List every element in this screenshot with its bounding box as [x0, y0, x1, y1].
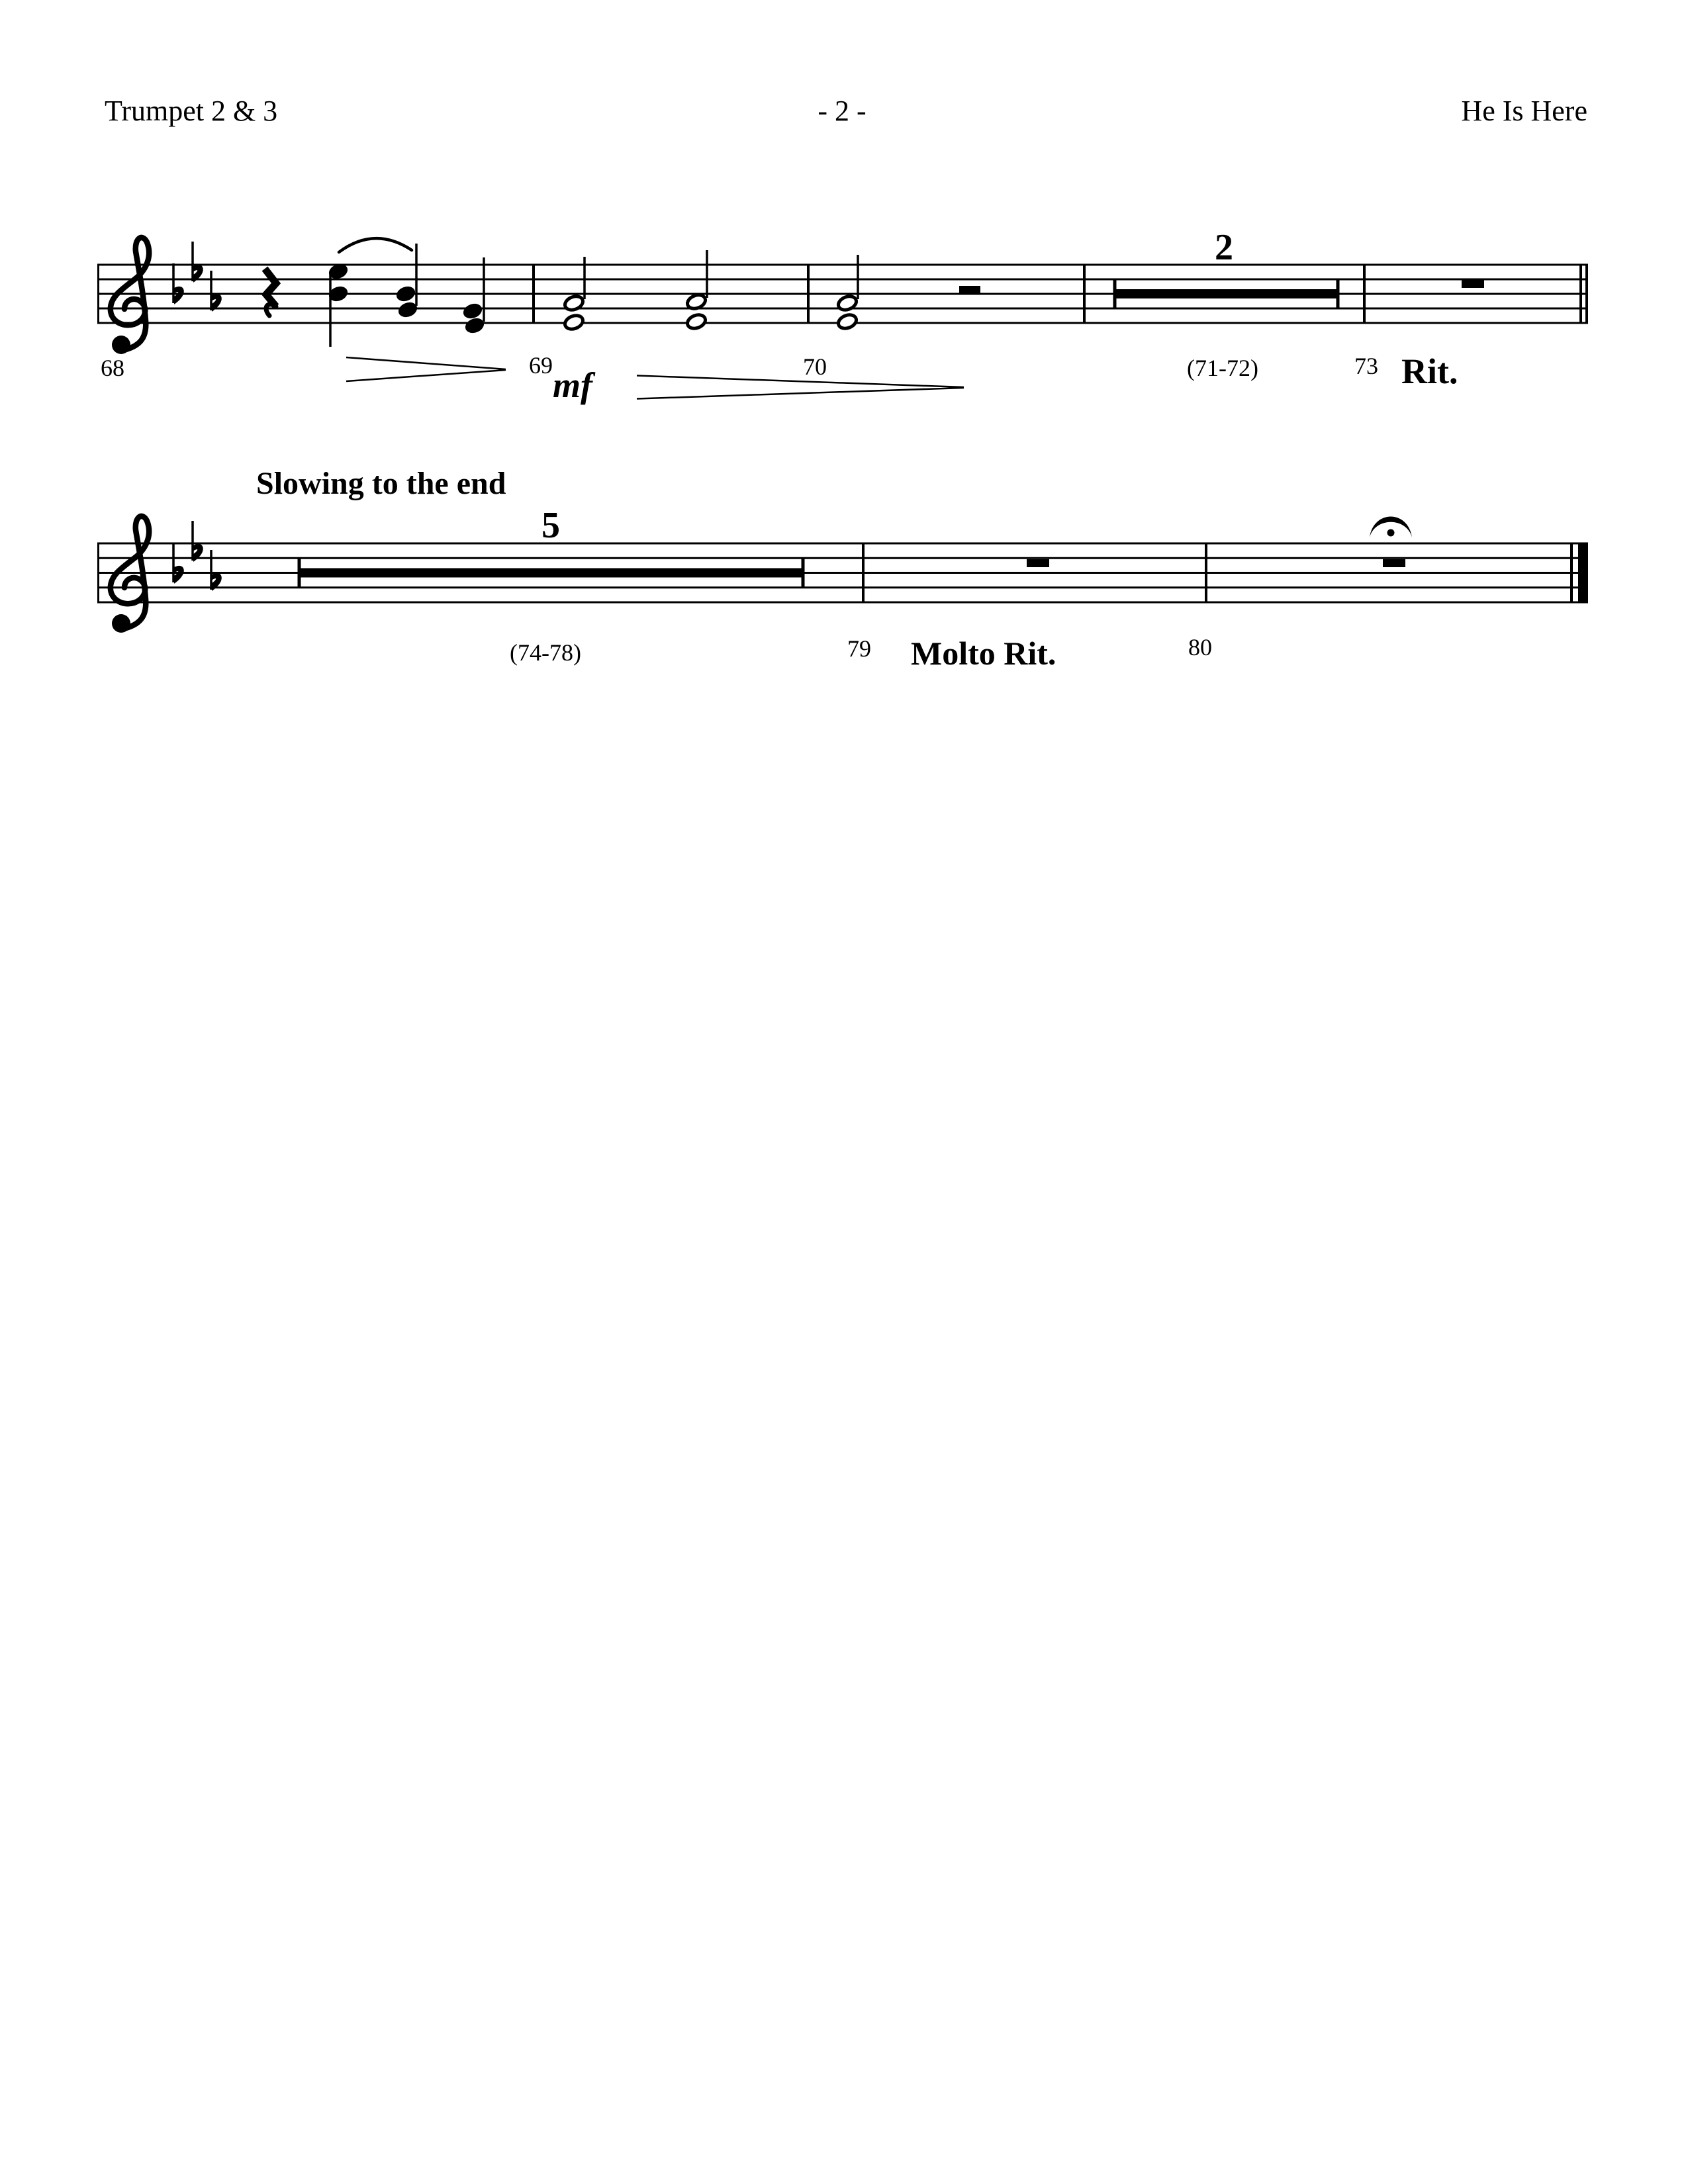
quarter-rest-icon [265, 269, 276, 306]
whole-rest-icon [1027, 559, 1049, 567]
quarter-rest-icon [266, 304, 276, 316]
treble-clef-icon [112, 336, 130, 354]
measure-number-69: 69 [529, 352, 553, 379]
measure-number-68: 68 [101, 355, 124, 381]
final-barline-thick [1578, 543, 1588, 603]
whole-rest-icon [1462, 280, 1484, 288]
multirest-count-2: 2 [1215, 227, 1233, 268]
half-notehead [686, 312, 708, 331]
slur [339, 238, 412, 252]
quarter-notehead [395, 284, 418, 304]
measure-number-79: 79 [847, 635, 871, 662]
direction-slowing-to-the-end: Slowing to the end [256, 466, 506, 501]
multirest-count-5: 5 [541, 505, 560, 546]
measure-number-80: 80 [1188, 634, 1212, 660]
fermata-icon [1387, 529, 1395, 537]
measure-number-73: 73 [1354, 353, 1378, 379]
half-notehead [837, 312, 859, 331]
decrescendo-hairpin [637, 388, 964, 399]
page-number: - 2 - [818, 95, 867, 127]
tempo-rit: Rit. [1401, 351, 1458, 391]
whole-rest-icon [1383, 559, 1405, 567]
instrument-name: Trumpet 2 & 3 [105, 95, 278, 127]
multirest-bar [1115, 289, 1338, 298]
quarter-notehead [461, 301, 485, 321]
flat-sign-icon [175, 567, 183, 582]
measure-number-70: 70 [803, 353, 827, 380]
dynamic-mf: mf [553, 365, 592, 405]
half-rest-icon [959, 286, 980, 294]
multirest-bar [299, 569, 803, 578]
multirest-serif [1336, 280, 1340, 308]
song-title: He Is Here [1461, 95, 1587, 127]
multirest-range-74-78: (74-78) [510, 639, 581, 666]
half-notehead [563, 313, 585, 332]
multirest-serif [298, 559, 301, 587]
half-notehead [837, 294, 859, 312]
tempo-molto-rit: Molto Rit. [911, 635, 1056, 672]
half-notehead [563, 294, 585, 312]
decrescendo-hairpin [346, 357, 506, 369]
treble-clef-icon [112, 614, 130, 633]
decrescendo-hairpin [637, 376, 964, 388]
decrescendo-hairpin [346, 370, 506, 381]
flat-sign-icon [175, 287, 183, 303]
multirest-serif [1113, 280, 1117, 308]
multirest-serif [802, 559, 805, 587]
multirest-range-71-72: (71-72) [1187, 355, 1258, 381]
quarter-notehead [463, 316, 487, 336]
